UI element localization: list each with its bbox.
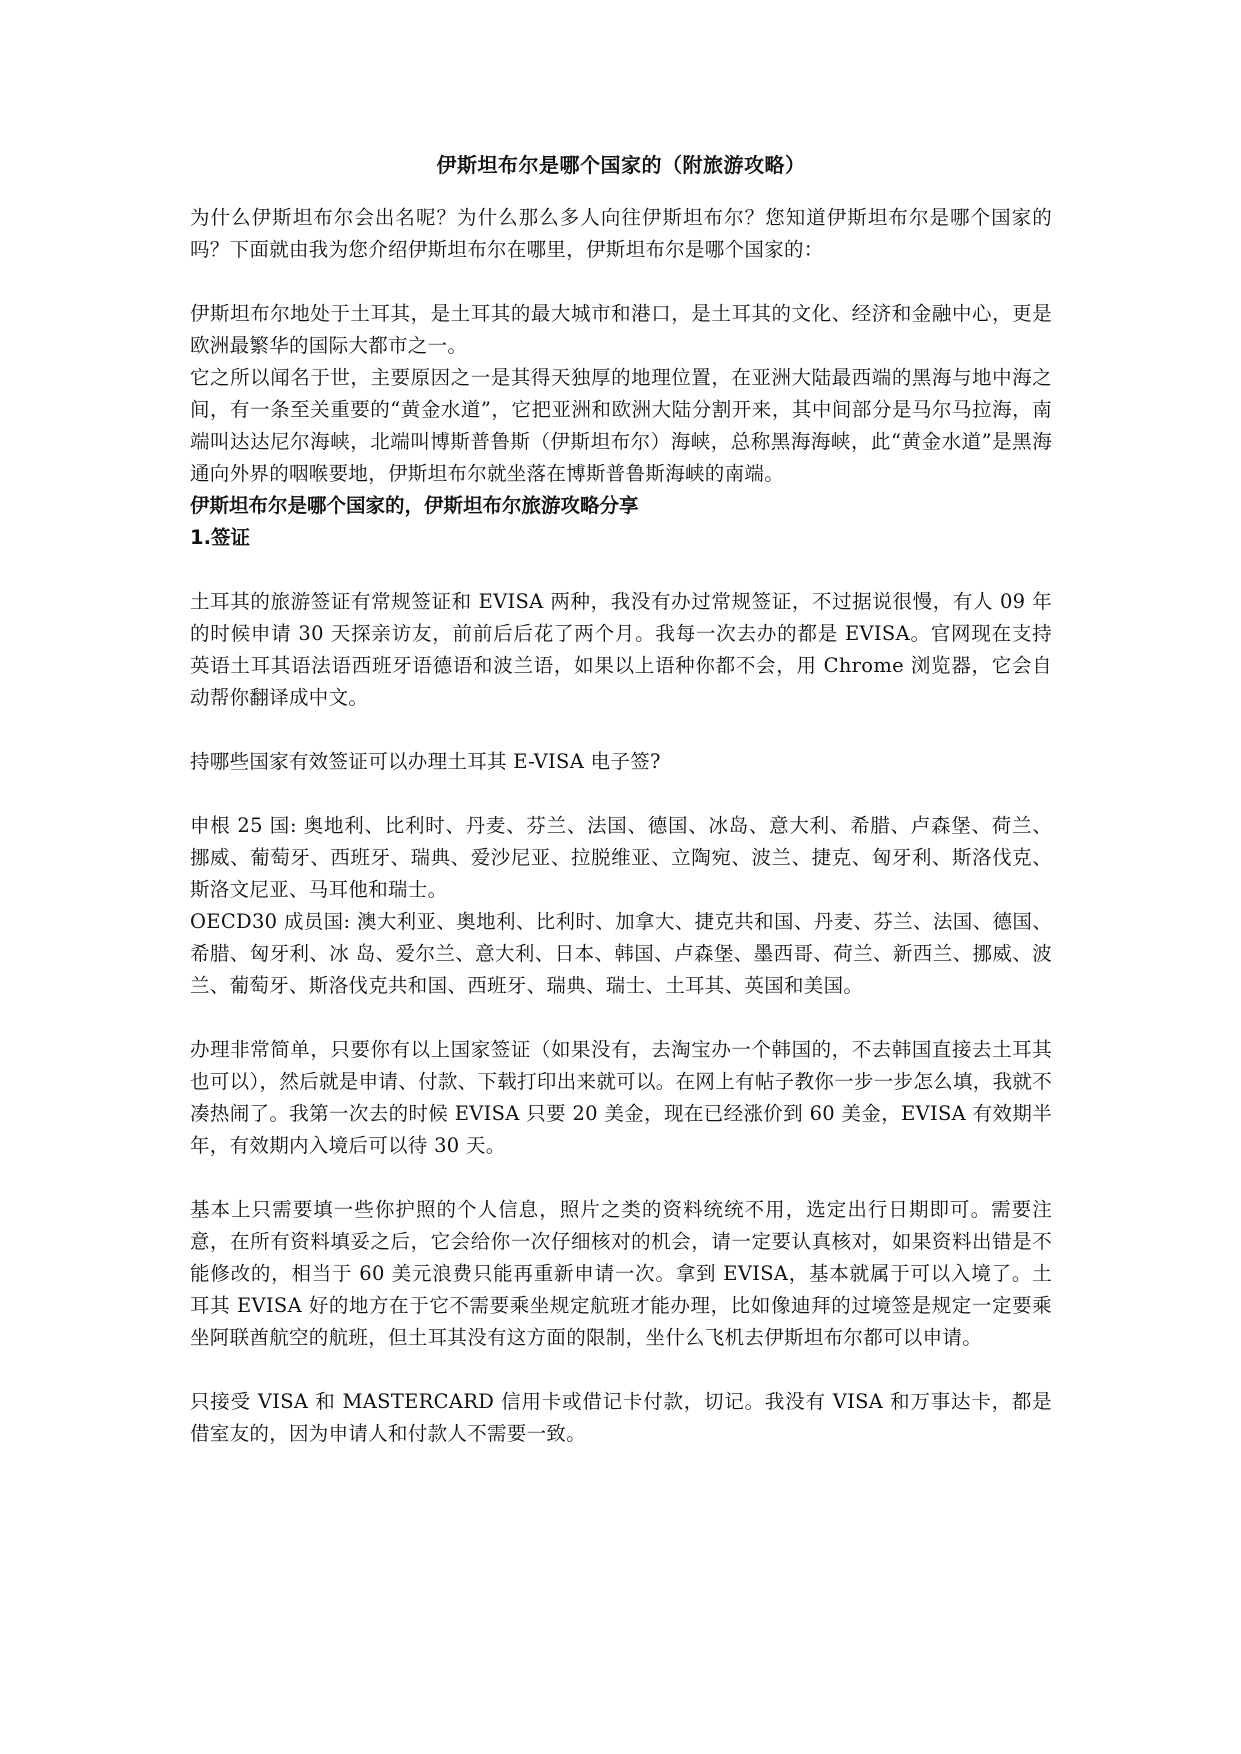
visa-question: 持哪些国家有效签证可以办理土耳其 E-VISA 电子签? [190,750,661,773]
info-paragraph: 基本上只需要填一些你护照的个人信息，照片之类的资料统统不用，选定出行日期即可。需要注意，在所有资料填妥之后，它会给你一次仔细核对的机会，请一定要认真核对，如果资料出错是不能修改的，相当于 60 美元浪费只能再重新申请一次。拿到 EVISA，基本就属于可以入境了。土耳其 EVISA 好的地方在于它不需要乘坐规定航班才能办理，比如像迪拜的过境签是规定一定要乘坐阿联酋航空的航班，但土耳其没有这方面的限制，坐什么飞机去伊斯坦布尔都可以申请。 [190,1198,1052,1349]
visa-heading: 1.签证 [190,526,250,549]
geography-paragraph: 它之所以闻名于世，主要原因之一是其得天独厚的地理位置，在亚洲大陆最西端的黑海与地中海之间，有一条至关重要的“黄金水道”，它把亚洲和欧洲大陆分割开来，其中间部分是马尔马拉海，南端叫达达尼尔海峡，北端叫博斯普鲁斯（伊斯坦布尔）海峡，总称黑海海峡，此“黄金水道”是黑海通向外界的咽喉要地，伊斯坦布尔就坐落在博斯普鲁斯海峡的南端。 [190,366,1052,485]
document-title: 伊斯坦布尔是哪个国家的（附旅游攻略） [436,153,806,177]
oecd-list: OECD30 成员国: 澳大利亚、奥地利、比利时、加拿大、捷克共和国、丹麦、芬兰、法国、德国、希腊、匈牙利、冰 岛、爱尔兰、意大利、日本、韩国、卢森堡、墨西哥、荷兰、新西兰、挪威、波兰、葡萄牙、斯洛伐克共和国、西班牙、瑞典、瑞士、土耳其、英国和美国。 [190,910,1052,997]
section-heading: 伊斯坦布尔是哪个国家的，伊斯坦布尔旅游攻略分享 [190,494,639,517]
process-paragraph: 办理非常简单，只要你有以上国家签证（如果没有，去淘宝办一个韩国的，不去韩国直接去土耳其也可以），然后就是申请、付款、下载打印出来就可以。在网上有帖子教你一步一步怎么填，我就不凑热闹了。我第一次去的时候 EVISA 只要 20 美金，现在已经涨价到 60 美金，EVISA 有效期半年，有效期内入境后可以待 30 天。 [190,1038,1052,1157]
schengen-list: 申根 25 国: 奥地利、比利时、丹麦、芬兰、法国、德国、冰岛、意大利、希腊、卢森堡、荷兰、挪威、葡萄牙、西班牙、瑞典、爱沙尼亚、拉脱维亚、立陶宛、波兰、捷克、匈牙利、斯洛伐克、斯洛文尼亚、马耳他和瑞士。 [190,814,1052,901]
location-paragraph: 伊斯坦布尔地处于土耳其，是土耳其的最大城市和港口，是土耳其的文化、经济和金融中心，更是欧洲最繁华的国际大都市之一。 [190,302,1052,357]
payment-paragraph: 只接受 VISA 和 MASTERCARD 信用卡或借记卡付款，切记。我没有 VISA 和万事达卡，都是借室友的，因为申请人和付款人不需要一致。 [190,1390,1052,1445]
intro-paragraph: 为什么伊斯坦布尔会出名呢？为什么那么多人向往伊斯坦布尔？您知道伊斯坦布尔是哪个国家的吗？下面就由我为您介绍伊斯坦布尔在哪里，伊斯坦布尔是哪个国家的： [190,206,1052,261]
document-body [190,150,1052,1450]
visa-paragraph: 土耳其的旅游签证有常规签证和 EVISA 两种，我没有办过常规签证，不过据说很慢，有人 09 年的时候申请 30 天探亲访友，前前后后花了两个月。我每一次去办的都是 EVISA。官网现在支持英语土耳其语法语西班牙语德语和波兰语，如果以上语种你都不会，用 Chrome 浏览器，它会自动帮你翻译成中文。 [190,590,1052,709]
